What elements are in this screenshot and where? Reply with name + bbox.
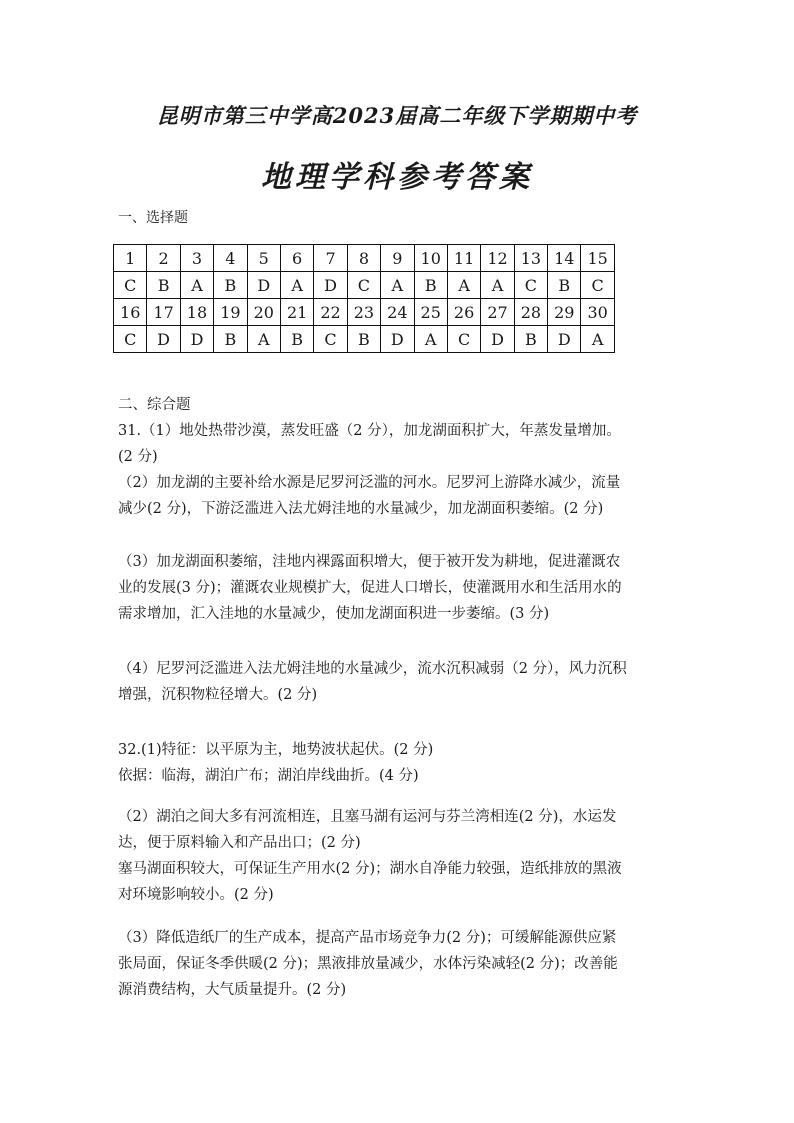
question-number-cell: 1 — [114, 245, 147, 272]
answer-table — [113, 244, 615, 353]
answer-cell: C — [514, 272, 547, 299]
q32-part2-line: 达，便于原料输入和产品出口；(2 分) — [118, 835, 361, 851]
question-number-cell: 23 — [347, 299, 380, 326]
q32-part1-line: 32.(1)特征：以平原为主，地势波状起伏。(2 分) — [118, 742, 434, 758]
answer-cell: D — [314, 272, 347, 299]
section-heading-choice: 一、选择题 — [118, 210, 188, 226]
question-number-row — [114, 245, 615, 272]
answer-cell: B — [347, 326, 380, 353]
q31-part1 — [118, 418, 678, 470]
question-number-cell: 8 — [347, 245, 380, 272]
q31-part3 — [118, 549, 678, 627]
question-number-cell: 17 — [147, 299, 180, 326]
question-number-cell: 24 — [381, 299, 414, 326]
question-number-cell: 25 — [414, 299, 447, 326]
question-number-cell: 29 — [548, 299, 581, 326]
answer-cell: D — [247, 272, 280, 299]
answer-cell: A — [180, 272, 213, 299]
answer-cell: C — [314, 326, 347, 353]
answer-cell: B — [548, 272, 581, 299]
answer-cell: C — [114, 326, 147, 353]
answer-cell: A — [280, 272, 313, 299]
answer-row — [114, 272, 615, 299]
answer-cell: A — [381, 272, 414, 299]
q32-part2-line: 塞马湖面积较大，可保证生产用水(2 分)；湖水自净能力较强，造纸排放的黑液 — [118, 861, 622, 877]
q31-part3-line: 业的发展(3 分)；灌溉农业规模扩大，促进人口增长，使灌溉用水和生活用水的 — [118, 580, 622, 596]
answer-cell: B — [147, 272, 180, 299]
q32-part3-line: （3）降低造纸厂的生产成本，提高产品市场竞争力(2 分)；可缓解能源供应紧 — [118, 930, 617, 946]
question-number-cell: 13 — [514, 245, 547, 272]
q31-part2-line: 减少(2 分)，下游泛滥进入法尤姆洼地的水量减少，加龙湖面积萎缩。(2 分) — [118, 501, 604, 517]
answer-cell: D — [548, 326, 581, 353]
question-number-cell: 11 — [447, 245, 480, 272]
question-number-cell: 10 — [414, 245, 447, 272]
section-heading-comprehensive — [118, 392, 678, 418]
question-number-cell: 21 — [280, 299, 313, 326]
q31-part2-line: （2）加龙湖的主要补给水源是尼罗河泛滥的河水。尼罗河上游降水减少，流量 — [118, 475, 621, 491]
q31-part4-line: 增强，沉积物粒径增大。(2 分) — [118, 687, 318, 703]
q31-part1-line: (2 分) — [118, 449, 158, 465]
answer-cell: B — [214, 326, 247, 353]
answer-cell: C — [347, 272, 380, 299]
question-number-cell: 6 — [280, 245, 313, 272]
answer-cell: B — [214, 272, 247, 299]
section-heading-text: 二、综合题 — [118, 397, 191, 413]
q31-part2 — [118, 470, 678, 522]
document-subtitle: 地理学科参考答案 — [261, 160, 533, 195]
document-title: 昆明市第三中学高2023届高二年级下学期期中考 — [156, 103, 638, 128]
question-number-cell: 12 — [481, 245, 514, 272]
answer-cell: B — [514, 326, 547, 353]
question-number-cell: 3 — [180, 245, 213, 272]
q31-part1-line: 31.（1）地处热带沙漠，蒸发旺盛（2 分），加龙湖面积扩大，年蒸发量增加。 — [118, 423, 621, 439]
q32-part1 — [118, 737, 678, 789]
question-number-cell: 30 — [581, 299, 614, 326]
question-number-cell: 22 — [314, 299, 347, 326]
answer-cell: A — [447, 272, 480, 299]
answer-cell: D — [481, 326, 514, 353]
answer-row — [114, 326, 615, 353]
question-number-cell: 20 — [247, 299, 280, 326]
q32-part3-line: 张局面，保证冬季供暖(2 分)；黑液排放量减少，水体污染减轻(2 分)；改善能 — [118, 956, 618, 972]
question-number-cell: 2 — [147, 245, 180, 272]
answer-cell: C — [114, 272, 147, 299]
q31-part4 — [118, 656, 678, 708]
question-number-cell: 16 — [114, 299, 147, 326]
answer-cell: A — [481, 272, 514, 299]
question-number-cell: 28 — [514, 299, 547, 326]
answer-cell: C — [581, 272, 614, 299]
answer-cell: A — [247, 326, 280, 353]
question-number-cell: 5 — [247, 245, 280, 272]
question-number-cell: 15 — [581, 245, 614, 272]
answer-cell: D — [147, 326, 180, 353]
answer-cell: D — [381, 326, 414, 353]
q32-part2-line: 对环境影响较小。(2 分) — [118, 887, 274, 903]
question-number-cell: 7 — [314, 245, 347, 272]
question-number-cell: 9 — [381, 245, 414, 272]
q32-part3 — [118, 925, 678, 1003]
q31-part3-line: 需求增加，汇入洼地的水量减少，使加龙湖面积进一步萎缩。(3 分) — [118, 606, 550, 622]
q31-part3-line: （3）加龙湖面积萎缩，洼地内裸露面积增大，便于被开发为耕地，促进灌溉农 — [118, 554, 621, 570]
answer-cell: B — [280, 326, 313, 353]
question-number-cell: 18 — [180, 299, 213, 326]
q32-part2-line: （2）湖泊之间大多有河流相连，且塞马湖有运河与芬兰湾相连(2 分)，水运发 — [118, 809, 617, 825]
q32-part1-line: 依据：临海，湖泊广布；湖泊岸线曲折。(4 分) — [118, 768, 419, 784]
q32-part2 — [118, 804, 678, 908]
question-number-cell: 26 — [447, 299, 480, 326]
question-number-cell: 19 — [214, 299, 247, 326]
answer-cell: C — [447, 326, 480, 353]
answer-cell: D — [180, 326, 213, 353]
answer-cell: A — [581, 326, 614, 353]
question-number-cell: 4 — [214, 245, 247, 272]
question-number-cell: 14 — [548, 245, 581, 272]
answer-cell: B — [414, 272, 447, 299]
q31-part4-line: （4）尼罗河泛滥进入法尤姆洼地的水量减少，流水沉积减弱（2 分），风力沉积 — [118, 661, 627, 677]
q32-part3-line: 源消费结构，大气质量提升。(2 分) — [118, 982, 347, 998]
answer-cell: A — [414, 326, 447, 353]
question-number-row — [114, 299, 615, 326]
question-number-cell: 27 — [481, 299, 514, 326]
